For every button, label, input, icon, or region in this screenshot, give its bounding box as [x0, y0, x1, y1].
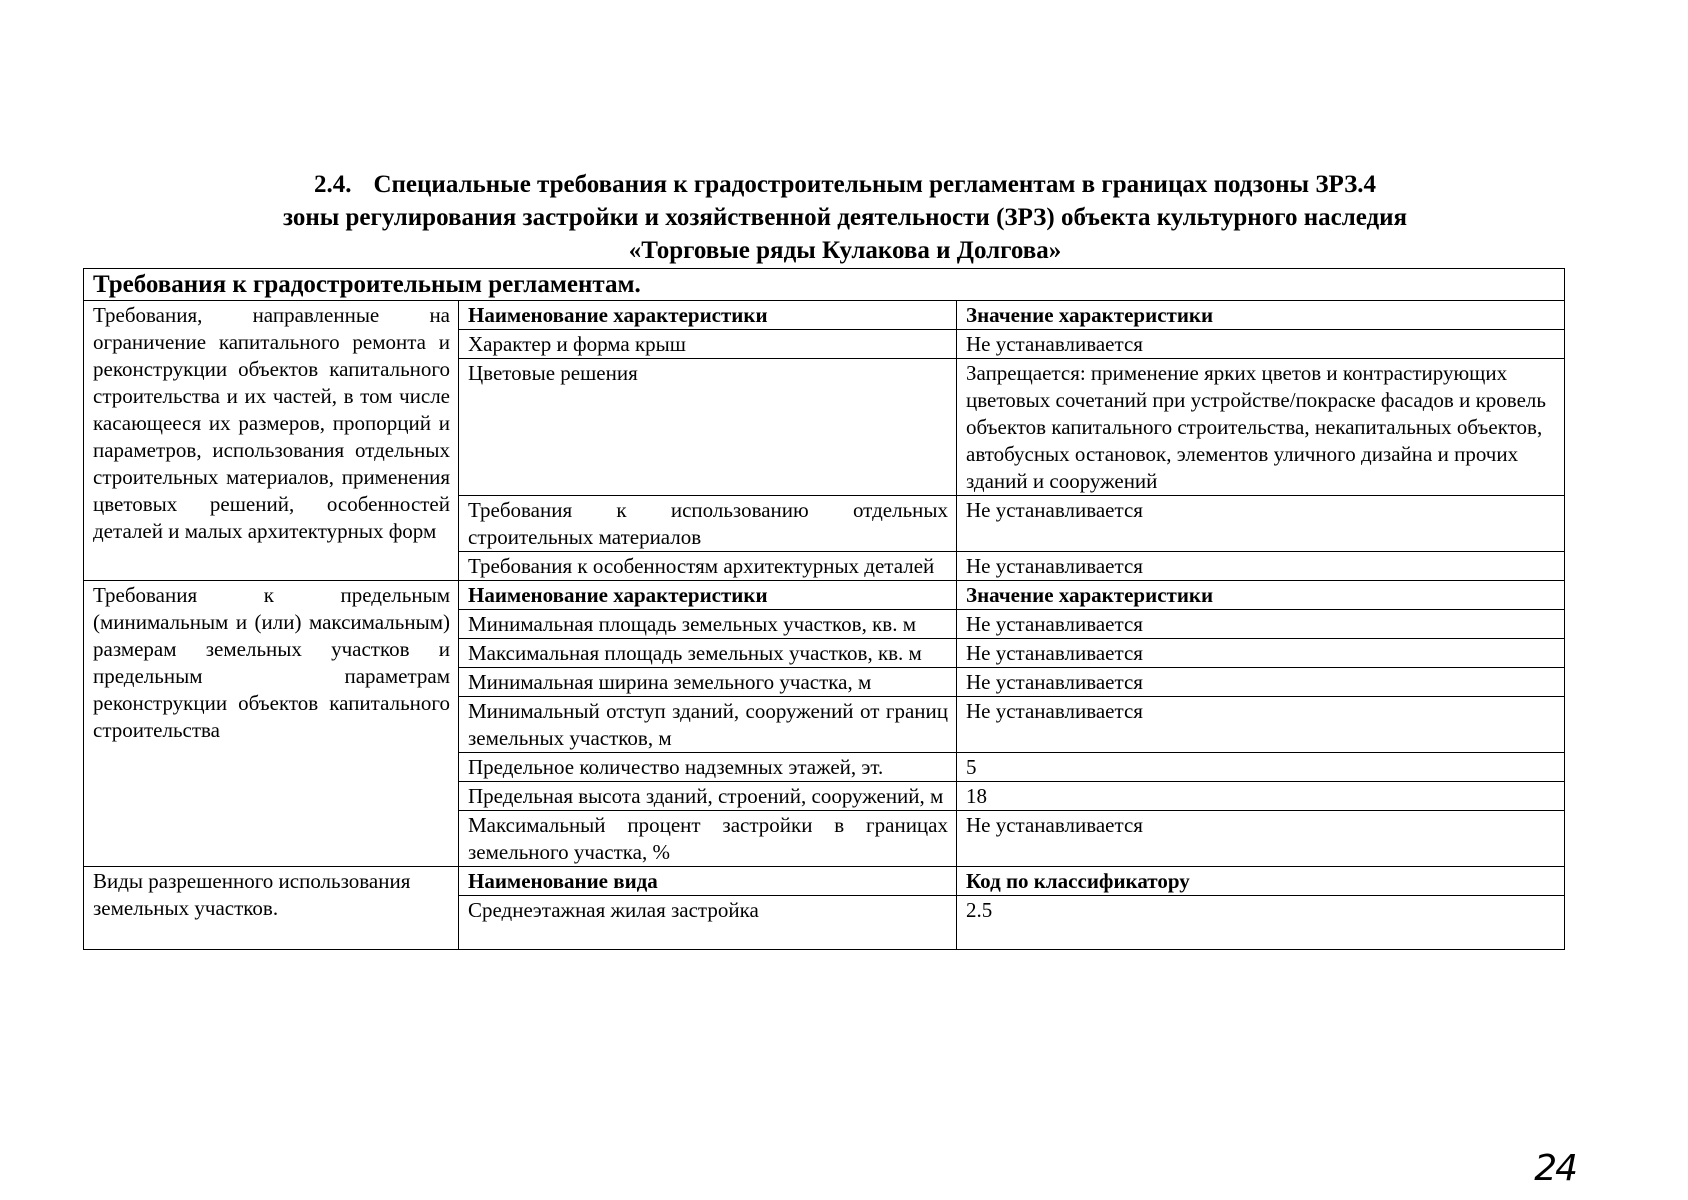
characteristic-name: Требования к особенностям архитектурных деталей [459, 552, 957, 581]
heading-line-3: «Торговые ряды Кулакова и Долгова» [628, 237, 1062, 264]
column-header-value: Значение характеристики [957, 301, 1565, 330]
section-label: Виды разрешенного использования земельных участков. [84, 867, 459, 950]
section-number: 2.4. [313, 171, 352, 198]
column-header-name: Наименование характеристики [459, 301, 957, 330]
table-row [84, 301, 1565, 330]
table-title: Требования к градостроительным регламентам. [84, 269, 1565, 301]
column-header-name: Наименование характеристики [459, 581, 957, 610]
table-row [84, 867, 1565, 896]
handwritten-page-number: 24 [1534, 1148, 1576, 1189]
characteristic-name: Характер и форма крыш [459, 330, 957, 359]
column-header-value: Код по классификатору [957, 867, 1565, 896]
heading-line-2: зоны регулирования застройки и хозяйственной деятельности (ЗРЗ) объекта культурного наследия [282, 204, 1408, 231]
classifier-code: 2.5 [957, 896, 1565, 950]
section-heading [80, 168, 1610, 267]
column-header-name: Наименование вида [459, 867, 957, 896]
characteristic-value: Не устанавливается [957, 697, 1565, 753]
characteristic-value: 18 [957, 782, 1565, 811]
section-label: Требования к предельным (минимальным и (или) максимальным) размерам земельных участков и предельным параметрам реконструкции объектов капитального строительства [84, 581, 459, 867]
characteristic-name: Цветовые решения [459, 359, 957, 496]
use-type-name: Среднеэтажная жилая застройка [459, 896, 957, 950]
characteristic-value: 5 [957, 753, 1565, 782]
characteristic-value: Не устанавливается [957, 330, 1565, 359]
column-header-value: Значение характеристики [957, 581, 1565, 610]
characteristic-name: Максимальный процент застройки в границах земельного участка, % [459, 811, 957, 867]
characteristic-value: Запрещается: применение ярких цветов и контрастирующих цветовых сочетаний при устройстве/покраске фасадов и кровель объектов капитального строительства, некапитальных объектов, автобусных остановок, элементов уличного дизайна и прочих зданий и сооружений [957, 359, 1565, 496]
heading-line-1: Специальные требования к градостроительным регламентам в границах подзоны ЗРЗ.4 [373, 171, 1377, 198]
section-label: Требования, направленные на ограничение капитального ремонта и реконструкции объектов капитального строительства и их частей, в том числе касающееся их размеров, пропорций и параметров, использования отдельных строительных материалов, применения цветовых решений, особенностей деталей и малых архитектурных форм [84, 301, 459, 581]
characteristic-value: Не устанавливается [957, 668, 1565, 697]
characteristic-name: Требования к использованию отдельных строительных материалов [459, 496, 957, 552]
characteristic-name: Минимальная ширина земельного участка, м [459, 668, 957, 697]
characteristic-name: Минимальная площадь земельных участков, кв. м [459, 610, 957, 639]
characteristic-name: Минимальный отступ зданий, сооружений от границ земельных участков, м [459, 697, 957, 753]
characteristic-name: Предельное количество надземных этажей, эт. [459, 753, 957, 782]
characteristic-name: Предельная высота зданий, строений, сооружений, м [459, 782, 957, 811]
characteristic-name: Максимальная площадь земельных участков, кв. м [459, 639, 957, 668]
requirements-table [83, 268, 1565, 950]
table-row [84, 581, 1565, 610]
characteristic-value: Не устанавливается [957, 496, 1565, 552]
characteristic-value: Не устанавливается [957, 552, 1565, 581]
characteristic-value: Не устанавливается [957, 610, 1565, 639]
characteristic-value: Не устанавливается [957, 811, 1565, 867]
characteristic-value: Не устанавливается [957, 639, 1565, 668]
